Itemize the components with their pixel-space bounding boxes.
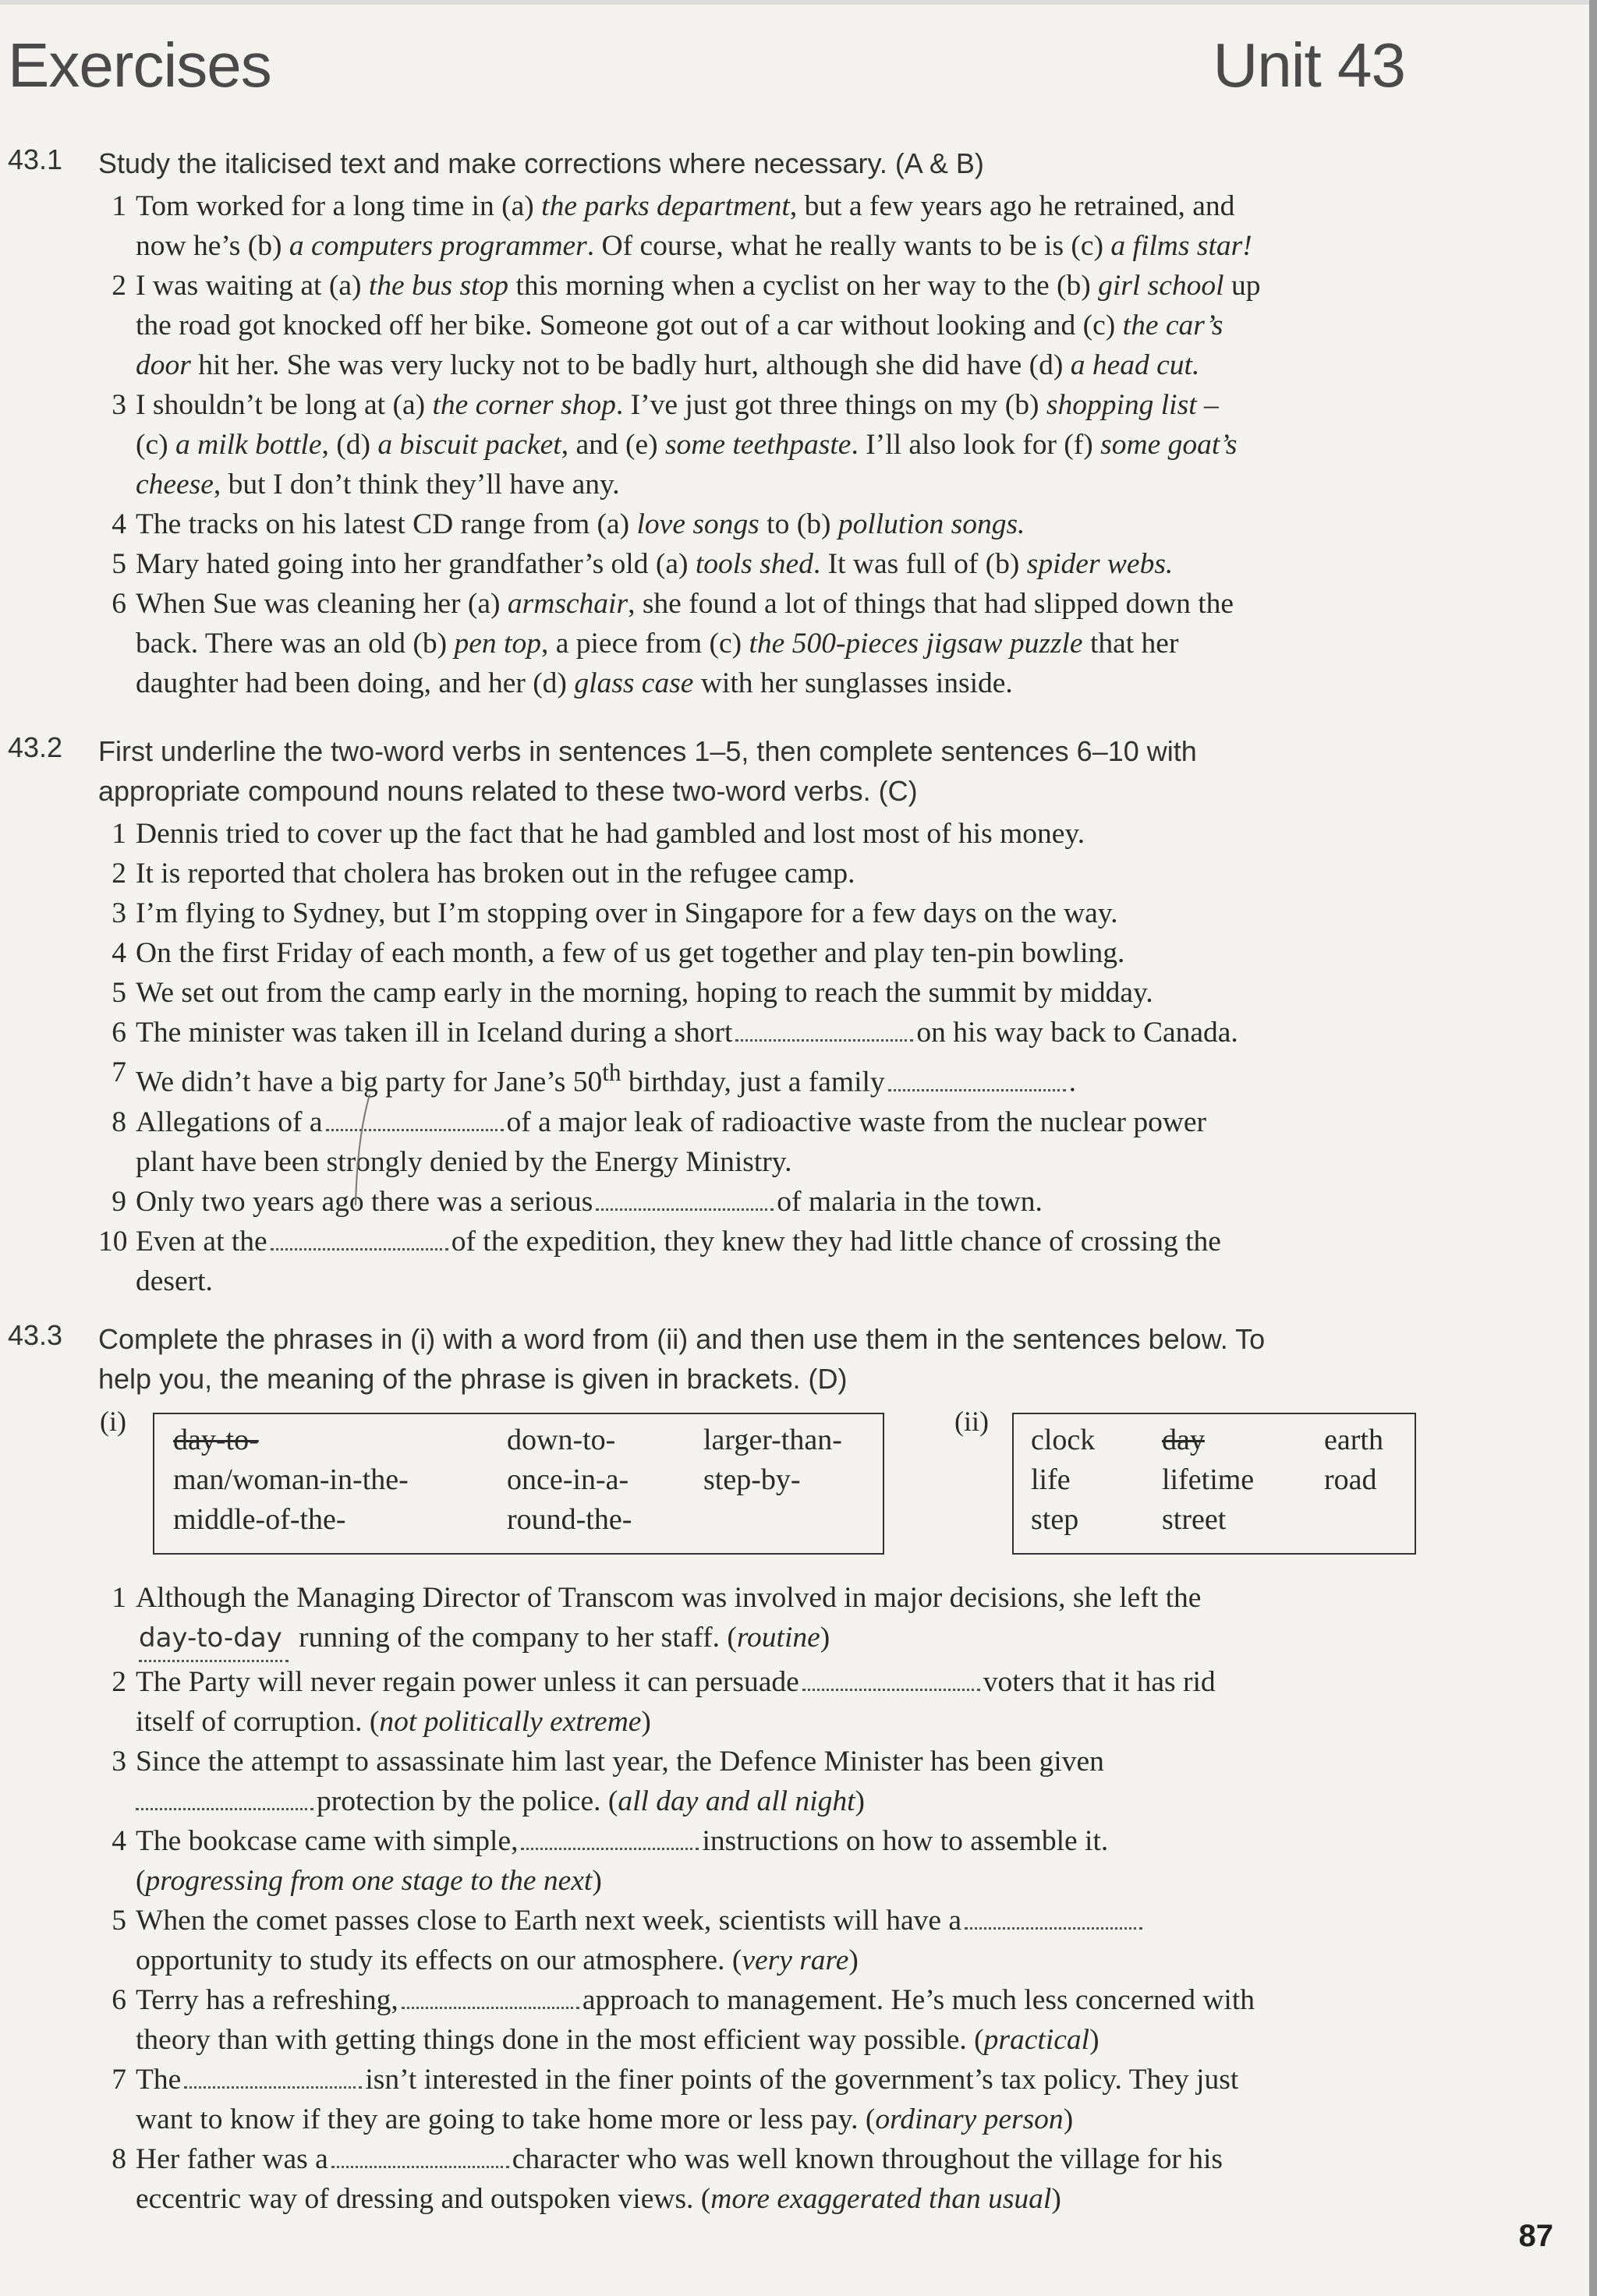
- word-box-cell: day-to-: [173, 1424, 259, 1456]
- answer-blank[interactable]: [139, 1618, 289, 1662]
- list-item: [98, 933, 1443, 973]
- italic-phrase: not politically extreme: [379, 1706, 642, 1738]
- item-text: daughter had been doing, and her (d): [136, 667, 575, 699]
- italic-phrase: more exaggerated than usual: [710, 2183, 1052, 2215]
- word-box-cell: down-to-: [507, 1424, 616, 1456]
- italic-phrase: progressing from one stage to the next: [145, 1865, 593, 1897]
- item-number: 5: [112, 548, 126, 580]
- item-text: On the first Friday of each month, a few of us get together and play ten-pin bowling.: [136, 937, 1125, 969]
- answer-blank[interactable]: [735, 1016, 913, 1042]
- item-text: running of the company to her staff. (: [291, 1622, 737, 1654]
- item-text: The tracks on his latest CD range from (a): [136, 508, 637, 540]
- italic-phrase: door: [136, 349, 191, 381]
- item-number: 7: [112, 1056, 126, 1088]
- pencil-mark: [343, 1091, 374, 1208]
- exercise-43-3-items: [0, 1578, 1443, 2219]
- word-box-cell: day: [1162, 1424, 1205, 1456]
- page-number: 87: [1518, 2219, 1553, 2253]
- exercise-items: [98, 814, 1443, 1301]
- item-text: of a major leak of radioactive waste from the nuclear power: [506, 1106, 1207, 1138]
- item-text: approach to management. He’s much less concerned with: [582, 1984, 1255, 2016]
- item-text: ): [855, 1785, 866, 1817]
- item-text: Terry has a refreshing,: [136, 1984, 398, 2016]
- exercise-43-1: [0, 143, 1443, 703]
- word-box-cell: road: [1324, 1463, 1377, 1496]
- italic-phrase: girl school: [1098, 270, 1224, 302]
- superscript: th: [602, 1059, 621, 1086]
- item-text: The bookcase came with simple,: [136, 1825, 519, 1857]
- answer-blank[interactable]: [184, 2063, 362, 2089]
- item-number: 7: [112, 2064, 126, 2096]
- list-item: [98, 266, 1443, 385]
- item-text: ): [1051, 2183, 1061, 2215]
- item-number: 6: [112, 1017, 126, 1049]
- italic-phrase: the 500-pieces jigsaw puzzle: [749, 628, 1083, 660]
- exercise-items: [98, 186, 1443, 703]
- item-number: 3: [112, 1746, 126, 1778]
- item-text: Her father was a: [136, 2143, 328, 2175]
- item-text: this morning when a cyclist on her way to the (b): [508, 270, 1099, 302]
- item-text: . I’ll also look for (f): [851, 429, 1101, 461]
- list-item: [98, 544, 1443, 584]
- italic-phrase: cheese: [136, 469, 214, 501]
- italic-phrase: the bus stop: [368, 270, 509, 302]
- italic-phrase: spider webs.: [1026, 548, 1174, 580]
- list-item: [98, 814, 1443, 854]
- list-item: [98, 2060, 1443, 2139]
- exercise-number: 43.3: [8, 1319, 63, 1351]
- italic-phrase: the parks department: [541, 190, 790, 222]
- item-text: ): [820, 1622, 830, 1654]
- item-number: 4: [112, 1825, 126, 1857]
- list-item: [98, 1578, 1443, 1662]
- list-item: [98, 584, 1443, 703]
- item-text: now he’s (b): [136, 230, 289, 262]
- item-text: theory than with getting things done in the most efficient way possible. (: [136, 2024, 984, 2056]
- answer-blank[interactable]: [888, 1066, 1066, 1091]
- item-number: 2: [112, 858, 126, 890]
- word-box-cell: once-in-a-: [507, 1463, 629, 1496]
- item-text: Only two years ago there was a serious: [136, 1185, 593, 1218]
- italic-phrase: very rare: [742, 1944, 849, 1976]
- item-text: eccentric way of dressing and outspoken views. (: [136, 2183, 711, 2215]
- answer-blank[interactable]: [521, 1824, 699, 1850]
- list-item: [98, 1901, 1443, 1980]
- exercise-43-2: [0, 731, 1443, 1301]
- item-number: 2: [112, 270, 126, 302]
- list-item: [98, 504, 1443, 544]
- item-text: itself of corruption. (: [136, 1706, 380, 1738]
- item-text: on his way back to Canada.: [916, 1017, 1238, 1049]
- item-text: Tom worked for a long time in (a): [136, 190, 542, 222]
- italic-phrase: routine: [736, 1622, 820, 1654]
- item-text: (: [136, 1865, 146, 1897]
- item-number: 1: [112, 190, 126, 222]
- item-text: , but a few years ago he retrained, and: [789, 190, 1235, 222]
- italic-phrase: a milk bottle: [175, 429, 322, 461]
- item-text: voters that it has rid: [983, 1666, 1216, 1698]
- item-text: ): [1063, 2103, 1074, 2135]
- item-number: 5: [112, 977, 126, 1009]
- item-text: I’m flying to Sydney, but I’m stopping over in Singapore for a few days on the way.: [136, 897, 1118, 929]
- item-text: It is reported that cholera has broken out in the refugee camp.: [136, 858, 855, 890]
- word-box-cell: earth: [1324, 1424, 1383, 1456]
- item-text: Mary hated going into her grandfather’s old (a): [136, 548, 696, 580]
- italic-phrase: pollution songs.: [837, 508, 1025, 540]
- word-box-cell: lifetime: [1162, 1463, 1255, 1496]
- italic-phrase: pen top: [454, 628, 541, 660]
- item-text: that her: [1082, 628, 1179, 660]
- item-number: 3: [112, 389, 126, 421]
- item-text: When Sue was cleaning her (a): [136, 588, 508, 620]
- item-text: instructions on how to assemble it.: [702, 1825, 1109, 1857]
- item-number: 9: [112, 1185, 126, 1218]
- instruction-line: appropriate compound nouns related to these two-word verbs. (C): [98, 775, 918, 807]
- item-text: birthday, just a family: [621, 1066, 885, 1098]
- italic-phrase: a biscuit packet: [377, 429, 561, 461]
- item-number: 3: [112, 897, 126, 929]
- italic-phrase: glass case: [574, 667, 694, 699]
- list-item: [98, 1102, 1443, 1182]
- item-text: ): [848, 1944, 859, 1976]
- item-number: 1: [112, 818, 126, 850]
- list-item: [98, 1182, 1443, 1222]
- exercise-instruction: [98, 1319, 1443, 1399]
- item-text: I was waiting at (a): [136, 270, 369, 302]
- exercise-43-3: [0, 1319, 1443, 1399]
- item-text: , (d): [321, 429, 378, 461]
- italic-phrase: the car’s: [1122, 310, 1223, 341]
- word-box-cell: street: [1162, 1503, 1227, 1536]
- item-text: The Party will never regain power unless it can persuade: [136, 1666, 799, 1698]
- instruction-line: First underline the two-word verbs in sentences 1–5, then complete sentences 6–10 with: [98, 735, 1197, 767]
- unit-title: Unit 43: [1213, 30, 1405, 100]
- page-title: Exercises: [8, 30, 271, 100]
- answer-blank[interactable]: [136, 1785, 313, 1810]
- item-text: protection by the police. (: [317, 1785, 618, 1817]
- answer-blank[interactable]: [596, 1185, 774, 1211]
- item-text: plant have been strongly denied by the Energy Ministry.: [136, 1145, 792, 1178]
- item-text: of the expedition, they knew they had little chance of crossing the: [451, 1225, 1221, 1258]
- item-text: Although the Managing Director of Transcom was involved in major decisions, she left the: [136, 1582, 1202, 1614]
- list-item: [98, 1980, 1443, 2060]
- item-text: back. There was an old (b): [136, 628, 455, 660]
- word-box-cell: step: [1031, 1503, 1079, 1536]
- italic-phrase: all day and all night: [618, 1785, 855, 1817]
- item-text: up: [1223, 270, 1261, 302]
- item-text: the road got knocked off her bike. Someone got out of a car without looking and (c): [136, 310, 1123, 341]
- item-text: want to know if they are going to take home more or less pay. (: [136, 2103, 876, 2135]
- list-item: [98, 1222, 1443, 1301]
- item-text: We set out from the camp early in the morning, hoping to reach the summit by midday.: [136, 977, 1153, 1009]
- item-text: to (b): [759, 508, 838, 540]
- item-number: 4: [112, 508, 126, 540]
- answer-blank[interactable]: [271, 1225, 448, 1251]
- answer-blank[interactable]: [402, 1983, 579, 2009]
- word-box-cell: step-by-: [703, 1463, 801, 1496]
- item-number: 6: [112, 588, 126, 620]
- italic-phrase: some teethpaste: [664, 429, 852, 461]
- list-item: [98, 893, 1443, 933]
- italic-phrase: practical: [983, 2024, 1090, 2056]
- item-text: desert.: [136, 1265, 213, 1297]
- item-text: . Of course, what he really wants to be is (c): [586, 230, 1111, 262]
- italic-phrase: a head cut.: [1070, 349, 1200, 381]
- item-text: Allegations of a: [136, 1106, 323, 1138]
- italic-phrase: the corner shop: [432, 389, 616, 421]
- exercise-instruction: Study the italicised text and make corrections where necessary. (A & B): [98, 147, 984, 179]
- word-box-cell: clock: [1031, 1424, 1096, 1456]
- italic-phrase: a films star!: [1110, 230, 1252, 262]
- item-number: 4: [112, 937, 126, 969]
- instruction-line: help you, the meaning of the phrase is given in brackets. (D): [98, 1363, 848, 1395]
- item-text: hit her. She was very lucky not to be badly hurt, although she did have (d): [190, 349, 1071, 381]
- exercise-instruction: [98, 731, 1443, 811]
- item-text: (c): [136, 429, 175, 461]
- word-box-cell: man/woman-in-the-: [173, 1463, 409, 1496]
- handwritten-answer: day-to-day: [139, 1622, 282, 1654]
- list-item: [98, 385, 1443, 504]
- list-item: [98, 1013, 1443, 1052]
- item-number: 2: [112, 1666, 126, 1698]
- italic-phrase: love songs: [636, 508, 760, 540]
- item-text: , but I don’t think they’ll have any.: [213, 469, 620, 501]
- item-number: 8: [112, 2143, 126, 2175]
- item-number: 1: [112, 1582, 126, 1614]
- item-text: . It was full of (b): [813, 548, 1027, 580]
- item-text: The: [136, 2064, 182, 2096]
- item-text: Even at the: [136, 1225, 267, 1258]
- exercise-items: [98, 1578, 1443, 2219]
- box-ii-label: (ii): [954, 1406, 989, 1437]
- item-text: ): [592, 1865, 602, 1897]
- item-number: 6: [112, 1984, 126, 2016]
- word-box-cell: round-the-: [507, 1503, 632, 1536]
- item-text: of malaria in the town.: [777, 1185, 1043, 1218]
- item-text: ): [641, 1706, 651, 1738]
- answer-blank[interactable]: [802, 1665, 980, 1691]
- instruction-line: Complete the phrases in (i) with a word from (ii) and then use them in the sentences below. To: [98, 1323, 1266, 1355]
- item-text: Since the attempt to assassinate him last year, the Defence Minister has been given: [136, 1746, 1104, 1778]
- item-text: , and (e): [561, 429, 665, 461]
- item-text: . I’ve just got three things on my (b): [615, 389, 1046, 421]
- item-number: 10: [98, 1225, 128, 1258]
- list-item: [98, 2139, 1443, 2219]
- word-box-i: [153, 1413, 884, 1555]
- item-text: We didn’t have a big party for Jane’s 50: [136, 1066, 603, 1098]
- list-item: [98, 1662, 1443, 1742]
- italic-phrase: a computers programmer: [289, 230, 587, 262]
- list-item: [98, 973, 1443, 1013]
- word-box-cell: life: [1031, 1463, 1071, 1496]
- item-number: 5: [112, 1905, 126, 1937]
- item-text: with her sunglasses inside.: [693, 667, 1013, 699]
- list-item: [98, 854, 1443, 893]
- item-text: The minister was taken ill in Iceland during a short: [136, 1017, 733, 1049]
- item-text: .: [1068, 1066, 1077, 1098]
- item-text: character who was well known throughout the village for his: [512, 2143, 1223, 2175]
- page-edge-shadow: [1589, 0, 1597, 2296]
- item-text: isn’t interested in the finer points of the government’s tax policy. They just: [365, 2064, 1239, 2096]
- item-text: , she found a lot of things that had slipped down the: [628, 588, 1234, 620]
- item-number: 8: [112, 1106, 126, 1138]
- item-text: , a piece from (c): [540, 628, 749, 660]
- item-text: Dennis tried to cover up the fact that he had gambled and lost most of his money.: [136, 818, 1085, 850]
- exercise-number: 43.1: [8, 143, 63, 175]
- italic-phrase: ordinary person: [875, 2103, 1064, 2135]
- list-item: [98, 1052, 1443, 1102]
- exercise-number: 43.2: [8, 731, 63, 763]
- italic-phrase: armschair: [507, 588, 629, 620]
- item-text: I shouldn’t be long at (a): [136, 389, 433, 421]
- answer-blank[interactable]: [331, 2142, 509, 2168]
- word-box-ii: [1012, 1413, 1416, 1555]
- list-item: [98, 186, 1443, 266]
- list-item: [98, 1742, 1443, 1821]
- italic-phrase: some goat’s: [1100, 429, 1238, 461]
- item-text: ): [1089, 2024, 1099, 2056]
- word-box-cell: middle-of-the-: [173, 1503, 346, 1536]
- italic-phrase: shopping list –: [1046, 389, 1219, 421]
- item-text: When the comet passes close to Earth next week, scientists will have a: [136, 1905, 962, 1937]
- italic-phrase: tools shed: [695, 548, 813, 580]
- answer-blank[interactable]: [965, 1904, 1142, 1930]
- box-i-label: (i): [100, 1406, 126, 1437]
- word-box-cell: larger-than-: [703, 1424, 842, 1456]
- list-item: [98, 1821, 1443, 1901]
- item-text: opportunity to study its effects on our atmosphere. (: [136, 1944, 742, 1976]
- top-rule: [0, 0, 1597, 5]
